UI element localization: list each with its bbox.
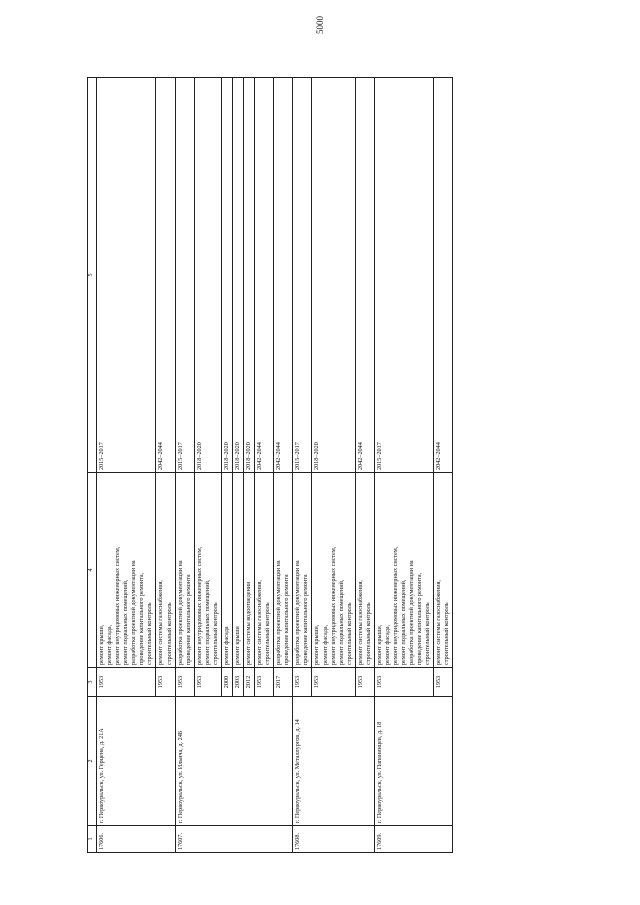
period-cell: 2018–2020	[221, 78, 232, 473]
period-cell: 2015–2017	[293, 78, 312, 473]
table-row	[293, 78, 312, 853]
table-row	[97, 78, 156, 853]
header-col-1: 1	[88, 826, 97, 853]
record-number: 17609.	[374, 826, 453, 853]
year-cell: 1953	[355, 668, 374, 697]
header-col-4: 4	[88, 473, 97, 668]
record-number: 17606.	[97, 826, 176, 853]
building-address: г. Первоуральск, ул. Герцена, д. 21А	[97, 697, 176, 826]
year-cell: 1953	[255, 668, 274, 697]
period-cell: 2042–2044	[434, 78, 453, 473]
period-cell: 2018–2020	[244, 78, 255, 473]
page-number: 5000	[315, 16, 325, 34]
work-description-cell: ремонт системы газоснабжения, строительный контроль	[355, 473, 374, 668]
period-cell: 2015–2017	[374, 78, 433, 473]
work-description-cell: ремонт системы газоснабжения, строительный контроль	[434, 473, 453, 668]
year-cell: 1953	[156, 668, 175, 697]
table-header-row	[88, 78, 97, 853]
header-col-3: 3	[88, 668, 97, 697]
work-description-cell: ремонт внутридомовых инженерных систем, ремонт подвальных помещений, строительный контроль	[194, 473, 221, 668]
table-row	[175, 78, 194, 853]
period-cell: 2018–2020	[232, 78, 243, 473]
header-col-5: 5	[88, 78, 97, 473]
period-cell: 2018–2020	[312, 78, 355, 473]
work-description-cell: ремонт системы газоснабжения, строительный контроль	[156, 473, 175, 668]
building-address: г. Первоуральск, ул. Папанинцев, д. 18	[374, 697, 453, 826]
repair-schedule-table	[87, 77, 453, 853]
work-description-cell: ремонт системы водоотведения	[244, 473, 255, 668]
year-cell: 1953	[374, 668, 433, 697]
work-description-cell: ремонт крыши, ремонт фасада, ремонт внутридомовых инженерных систем, ремонт подвальных помещений, строительный контроль	[312, 473, 355, 668]
work-description-cell: разработка проектной документации на проведение капитального ремонта	[274, 473, 293, 668]
year-cell: 2017	[274, 668, 293, 697]
year-cell: 2012	[244, 668, 255, 697]
table-body	[97, 78, 453, 853]
period-cell: 2015–2017	[175, 78, 194, 473]
work-description-cell: ремонт системы газоснабжения, строительный контроль	[255, 473, 274, 668]
header-col-2: 2	[88, 697, 97, 826]
period-cell: 2042–2044	[255, 78, 274, 473]
work-description-cell: разработка проектной документации на проведение капитального ремонта	[175, 473, 194, 668]
year-cell: 1953	[175, 668, 194, 697]
period-cell: 2015–2017	[97, 78, 156, 473]
building-address: г. Первоуральск, ул. Ильича, д. 24Б	[175, 697, 293, 826]
record-number: 17607.	[175, 826, 293, 853]
work-description-cell: ремонт крыши, ремонт фасада, ремонт внутридомовых инженерных систем, ремонт подвальных помещений, разработка проектной документации на проведение капитального ремонта, строительный контроль	[97, 473, 156, 668]
record-number: 17608.	[293, 826, 375, 853]
period-cell: 2018–2020	[194, 78, 221, 473]
table-row	[374, 78, 433, 853]
building-address: г. Первоуральск, ул. Металлургов, д. 14	[293, 697, 375, 826]
year-cell: 1953	[312, 668, 355, 697]
year-cell: 1953	[97, 668, 156, 697]
work-description-cell: разработка проектной документации на проведение капитального ремонта	[293, 473, 312, 668]
rotated-page	[87, 77, 572, 853]
year-cell: 2000	[221, 668, 232, 697]
period-cell: 2042–2044	[274, 78, 293, 473]
work-description-cell: ремонт фасада	[221, 473, 232, 668]
year-cell: 1953	[434, 668, 453, 697]
work-description-cell: ремонт крыши	[232, 473, 243, 668]
period-cell: 2042–2044	[355, 78, 374, 473]
year-cell: 1953	[293, 668, 312, 697]
year-cell: 1953	[194, 668, 221, 697]
period-cell: 2042–2044	[156, 78, 175, 473]
work-description-cell: ремонт крыши, ремонт фасада, ремонт внутридомовых инженерных систем, ремонт подвальных помещений, разработка проектной документации на проведение капитального ремонта, строительный контроль	[374, 473, 433, 668]
year-cell: 2003	[232, 668, 243, 697]
